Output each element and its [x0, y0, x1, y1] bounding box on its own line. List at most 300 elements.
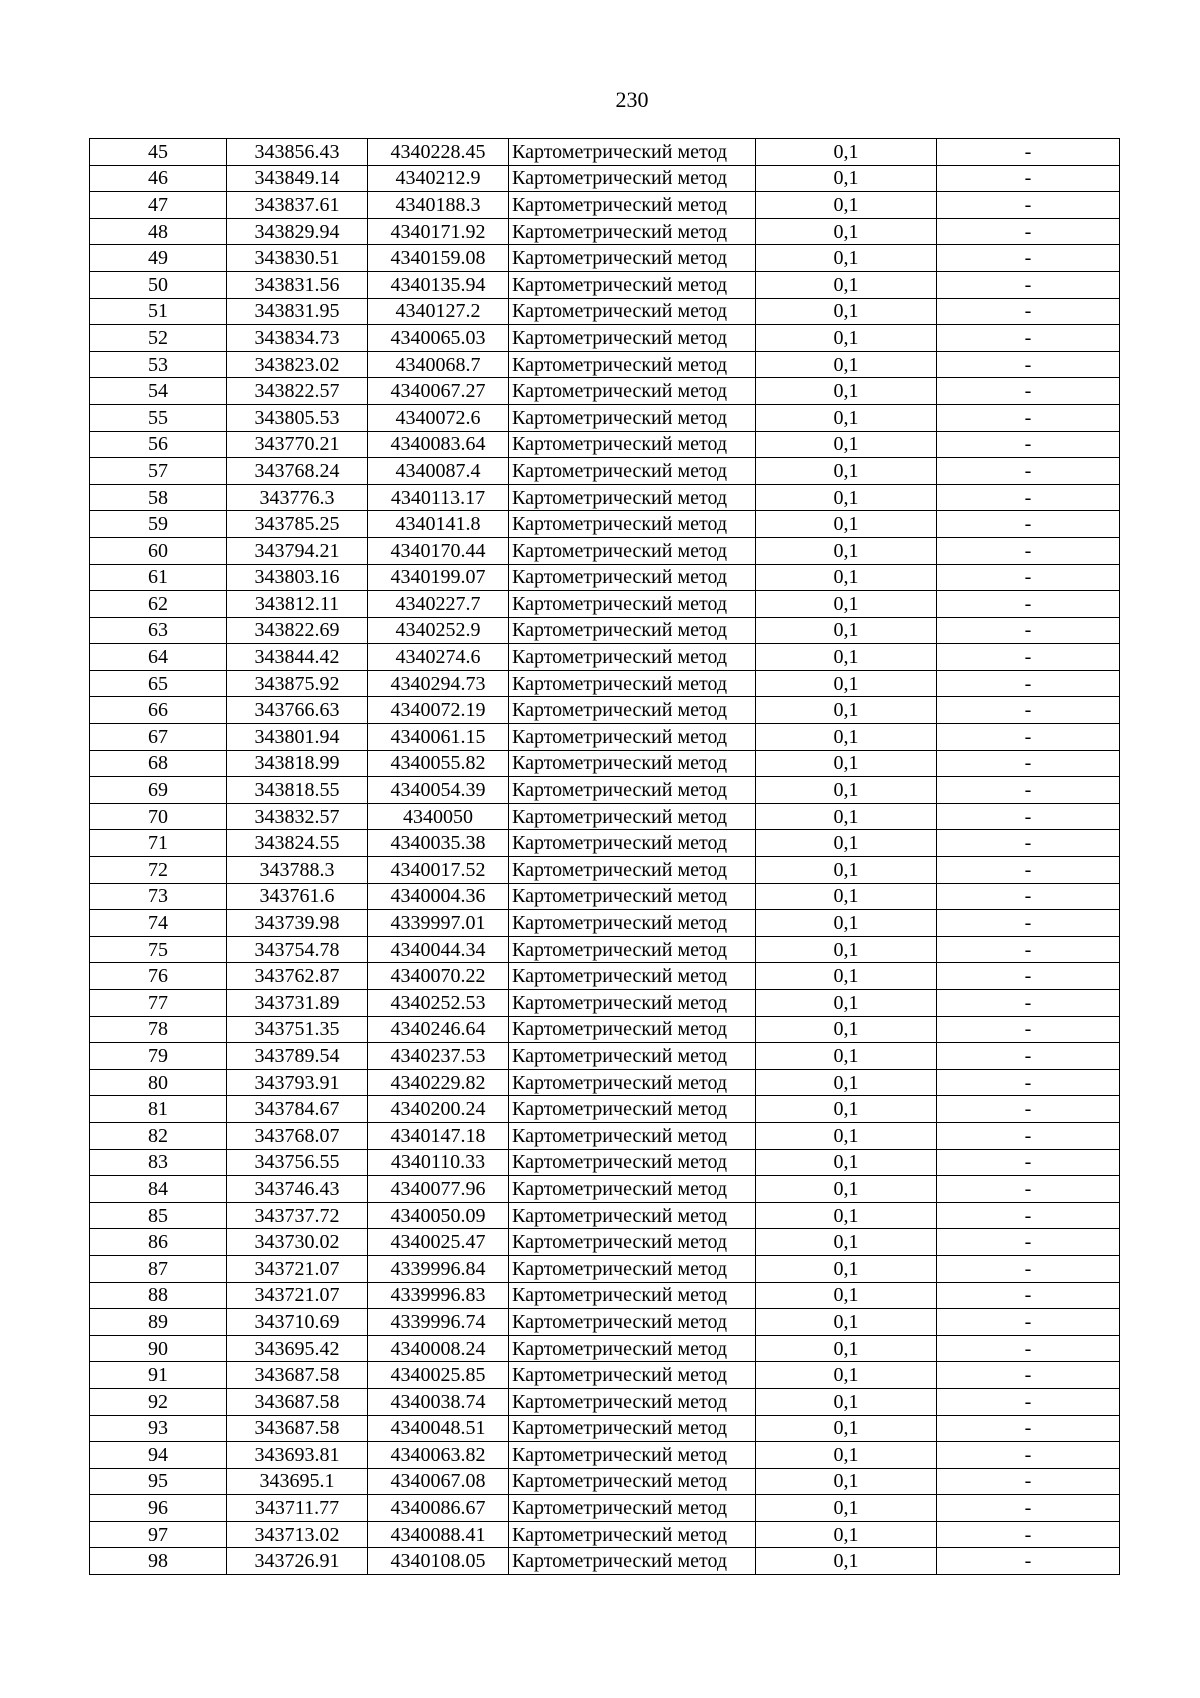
x-coordinate-cell: 343739.98	[227, 910, 368, 937]
table-row	[90, 591, 1120, 618]
x-coordinate-cell: 343711.77	[227, 1495, 368, 1522]
accuracy-cell: 0,1	[756, 1468, 937, 1495]
method-cell: Картометрический метод	[509, 591, 756, 618]
point-number-cell: 50	[90, 271, 227, 298]
point-number-cell: 70	[90, 803, 227, 830]
point-number-cell: 93	[90, 1415, 227, 1442]
method-cell: Картометрический метод	[509, 830, 756, 857]
accuracy-cell: 0,1	[756, 803, 937, 830]
method-cell: Картометрический метод	[509, 1176, 756, 1203]
table-row	[90, 1069, 1120, 1096]
table-row	[90, 165, 1120, 192]
accuracy-cell: 0,1	[756, 325, 937, 352]
x-coordinate-cell: 343737.72	[227, 1202, 368, 1229]
x-coordinate-cell: 343805.53	[227, 404, 368, 431]
point-number-cell: 89	[90, 1309, 227, 1336]
table-row	[90, 1521, 1120, 1548]
point-number-cell: 84	[90, 1176, 227, 1203]
y-coordinate-cell: 4340025.85	[368, 1362, 509, 1389]
method-cell: Картометрический метод	[509, 1388, 756, 1415]
note-cell: -	[937, 1468, 1120, 1495]
table-row	[90, 1282, 1120, 1309]
table-row	[90, 1309, 1120, 1336]
note-cell: -	[937, 617, 1120, 644]
point-number-cell: 91	[90, 1362, 227, 1389]
y-coordinate-cell: 4340083.64	[368, 431, 509, 458]
point-number-cell: 74	[90, 910, 227, 937]
point-number-cell: 63	[90, 617, 227, 644]
method-cell: Картометрический метод	[509, 724, 756, 751]
point-number-cell: 97	[90, 1521, 227, 1548]
point-number-cell: 54	[90, 378, 227, 405]
y-coordinate-cell: 4340087.4	[368, 458, 509, 485]
y-coordinate-cell: 4340199.07	[368, 564, 509, 591]
x-coordinate-cell: 343818.55	[227, 777, 368, 804]
accuracy-cell: 0,1	[756, 1043, 937, 1070]
y-coordinate-cell: 4340086.67	[368, 1495, 509, 1522]
note-cell: -	[937, 857, 1120, 884]
x-coordinate-cell: 343768.24	[227, 458, 368, 485]
x-coordinate-cell: 343832.57	[227, 803, 368, 830]
note-cell: -	[937, 484, 1120, 511]
y-coordinate-cell: 4340050.09	[368, 1202, 509, 1229]
method-cell: Картометрический метод	[509, 910, 756, 937]
y-coordinate-cell: 4340212.9	[368, 165, 509, 192]
point-number-cell: 51	[90, 298, 227, 325]
accuracy-cell: 0,1	[756, 1202, 937, 1229]
note-cell: -	[937, 218, 1120, 245]
y-coordinate-cell: 4340063.82	[368, 1442, 509, 1469]
x-coordinate-cell: 343875.92	[227, 670, 368, 697]
table-row	[90, 537, 1120, 564]
accuracy-cell: 0,1	[756, 670, 937, 697]
note-cell: -	[937, 1282, 1120, 1309]
accuracy-cell: 0,1	[756, 1096, 937, 1123]
point-number-cell: 48	[90, 218, 227, 245]
table-row	[90, 1335, 1120, 1362]
table-row	[90, 1149, 1120, 1176]
accuracy-cell: 0,1	[756, 537, 937, 564]
coordinates-table-body	[90, 139, 1120, 1575]
accuracy-cell: 0,1	[756, 271, 937, 298]
point-number-cell: 80	[90, 1069, 227, 1096]
method-cell: Картометрический метод	[509, 803, 756, 830]
x-coordinate-cell: 343824.55	[227, 830, 368, 857]
point-number-cell: 96	[90, 1495, 227, 1522]
note-cell: -	[937, 378, 1120, 405]
table-row	[90, 511, 1120, 538]
point-number-cell: 45	[90, 139, 227, 166]
method-cell: Картометрический метод	[509, 378, 756, 405]
point-number-cell: 69	[90, 777, 227, 804]
table-row	[90, 139, 1120, 166]
table-row	[90, 1415, 1120, 1442]
table-row	[90, 298, 1120, 325]
note-cell: -	[937, 245, 1120, 272]
x-coordinate-cell: 343730.02	[227, 1229, 368, 1256]
y-coordinate-cell: 4340113.17	[368, 484, 509, 511]
accuracy-cell: 0,1	[756, 910, 937, 937]
point-number-cell: 95	[90, 1468, 227, 1495]
accuracy-cell: 0,1	[756, 1362, 937, 1389]
note-cell: -	[937, 1043, 1120, 1070]
x-coordinate-cell: 343784.67	[227, 1096, 368, 1123]
note-cell: -	[937, 644, 1120, 671]
x-coordinate-cell: 343695.42	[227, 1335, 368, 1362]
point-number-cell: 46	[90, 165, 227, 192]
note-cell: -	[937, 750, 1120, 777]
point-number-cell: 52	[90, 325, 227, 352]
point-number-cell: 90	[90, 1335, 227, 1362]
method-cell: Картометрический метод	[509, 218, 756, 245]
accuracy-cell: 0,1	[756, 724, 937, 751]
x-coordinate-cell: 343713.02	[227, 1521, 368, 1548]
note-cell: -	[937, 724, 1120, 751]
note-cell: -	[937, 1442, 1120, 1469]
note-cell: -	[937, 139, 1120, 166]
table-row	[90, 617, 1120, 644]
table-row	[90, 644, 1120, 671]
note-cell: -	[937, 1096, 1120, 1123]
table-row	[90, 1176, 1120, 1203]
point-number-cell: 87	[90, 1255, 227, 1282]
x-coordinate-cell: 343721.07	[227, 1282, 368, 1309]
x-coordinate-cell: 343834.73	[227, 325, 368, 352]
x-coordinate-cell: 343768.07	[227, 1122, 368, 1149]
point-number-cell: 82	[90, 1122, 227, 1149]
y-coordinate-cell: 4340246.64	[368, 1016, 509, 1043]
accuracy-cell: 0,1	[756, 298, 937, 325]
y-coordinate-cell: 4340237.53	[368, 1043, 509, 1070]
method-cell: Картометрический метод	[509, 165, 756, 192]
method-cell: Картометрический метод	[509, 192, 756, 219]
y-coordinate-cell: 4340135.94	[368, 271, 509, 298]
method-cell: Картометрический метод	[509, 1309, 756, 1336]
y-coordinate-cell: 4340061.15	[368, 724, 509, 751]
method-cell: Картометрический метод	[509, 1069, 756, 1096]
table-row	[90, 564, 1120, 591]
point-number-cell: 94	[90, 1442, 227, 1469]
accuracy-cell: 0,1	[756, 1229, 937, 1256]
x-coordinate-cell: 343693.81	[227, 1442, 368, 1469]
point-number-cell: 72	[90, 857, 227, 884]
point-number-cell: 83	[90, 1149, 227, 1176]
x-coordinate-cell: 343756.55	[227, 1149, 368, 1176]
table-row	[90, 1043, 1120, 1070]
method-cell: Картометрический метод	[509, 1229, 756, 1256]
note-cell: -	[937, 591, 1120, 618]
y-coordinate-cell: 4340200.24	[368, 1096, 509, 1123]
x-coordinate-cell: 343822.57	[227, 378, 368, 405]
note-cell: -	[937, 351, 1120, 378]
table-row	[90, 1229, 1120, 1256]
note-cell: -	[937, 1495, 1120, 1522]
method-cell: Картометрический метод	[509, 298, 756, 325]
table-row	[90, 218, 1120, 245]
x-coordinate-cell: 343776.3	[227, 484, 368, 511]
y-coordinate-cell: 4340050	[368, 803, 509, 830]
note-cell: -	[937, 165, 1120, 192]
point-number-cell: 92	[90, 1388, 227, 1415]
table-row	[90, 1495, 1120, 1522]
y-coordinate-cell: 4340068.7	[368, 351, 509, 378]
x-coordinate-cell: 343751.35	[227, 1016, 368, 1043]
x-coordinate-cell: 343830.51	[227, 245, 368, 272]
y-coordinate-cell: 4340072.6	[368, 404, 509, 431]
y-coordinate-cell: 4339996.74	[368, 1309, 509, 1336]
x-coordinate-cell: 343726.91	[227, 1548, 368, 1575]
method-cell: Картометрический метод	[509, 1202, 756, 1229]
x-coordinate-cell: 343687.58	[227, 1415, 368, 1442]
note-cell: -	[937, 963, 1120, 990]
table-row	[90, 271, 1120, 298]
accuracy-cell: 0,1	[756, 936, 937, 963]
method-cell: Картометрический метод	[509, 139, 756, 166]
y-coordinate-cell: 4340044.34	[368, 936, 509, 963]
point-number-cell: 88	[90, 1282, 227, 1309]
method-cell: Картометрический метод	[509, 1468, 756, 1495]
point-number-cell: 66	[90, 697, 227, 724]
note-cell: -	[937, 1415, 1120, 1442]
point-number-cell: 71	[90, 830, 227, 857]
accuracy-cell: 0,1	[756, 750, 937, 777]
x-coordinate-cell: 343818.99	[227, 750, 368, 777]
note-cell: -	[937, 511, 1120, 538]
method-cell: Картометрический метод	[509, 325, 756, 352]
y-coordinate-cell: 4340067.27	[368, 378, 509, 405]
accuracy-cell: 0,1	[756, 617, 937, 644]
method-cell: Картометрический метод	[509, 458, 756, 485]
note-cell: -	[937, 1149, 1120, 1176]
accuracy-cell: 0,1	[756, 1282, 937, 1309]
note-cell: -	[937, 1548, 1120, 1575]
note-cell: -	[937, 1521, 1120, 1548]
method-cell: Картометрический метод	[509, 936, 756, 963]
table-row	[90, 404, 1120, 431]
table-row	[90, 883, 1120, 910]
point-number-cell: 62	[90, 591, 227, 618]
note-cell: -	[937, 431, 1120, 458]
accuracy-cell: 0,1	[756, 1149, 937, 1176]
y-coordinate-cell: 4340228.45	[368, 139, 509, 166]
method-cell: Картометрический метод	[509, 564, 756, 591]
table-row	[90, 192, 1120, 219]
y-coordinate-cell: 4340188.3	[368, 192, 509, 219]
accuracy-cell: 0,1	[756, 1442, 937, 1469]
accuracy-cell: 0,1	[756, 857, 937, 884]
x-coordinate-cell: 343831.56	[227, 271, 368, 298]
x-coordinate-cell: 343687.58	[227, 1362, 368, 1389]
accuracy-cell: 0,1	[756, 1016, 937, 1043]
method-cell: Картометрический метод	[509, 245, 756, 272]
accuracy-cell: 0,1	[756, 1521, 937, 1548]
note-cell: -	[937, 936, 1120, 963]
note-cell: -	[937, 192, 1120, 219]
x-coordinate-cell: 343746.43	[227, 1176, 368, 1203]
method-cell: Картометрический метод	[509, 431, 756, 458]
x-coordinate-cell: 343812.11	[227, 591, 368, 618]
accuracy-cell: 0,1	[756, 404, 937, 431]
x-coordinate-cell: 343803.16	[227, 564, 368, 591]
accuracy-cell: 0,1	[756, 1069, 937, 1096]
method-cell: Картометрический метод	[509, 1335, 756, 1362]
y-coordinate-cell: 4340048.51	[368, 1415, 509, 1442]
y-coordinate-cell: 4340252.53	[368, 990, 509, 1017]
table-row	[90, 1468, 1120, 1495]
table-row	[90, 378, 1120, 405]
accuracy-cell: 0,1	[756, 591, 937, 618]
accuracy-cell: 0,1	[756, 192, 937, 219]
y-coordinate-cell: 4340274.6	[368, 644, 509, 671]
table-row	[90, 245, 1120, 272]
accuracy-cell: 0,1	[756, 351, 937, 378]
note-cell: -	[937, 325, 1120, 352]
accuracy-cell: 0,1	[756, 1335, 937, 1362]
y-coordinate-cell: 4340038.74	[368, 1388, 509, 1415]
note-cell: -	[937, 1122, 1120, 1149]
point-number-cell: 64	[90, 644, 227, 671]
accuracy-cell: 0,1	[756, 883, 937, 910]
table-row	[90, 750, 1120, 777]
note-cell: -	[937, 1388, 1120, 1415]
note-cell: -	[937, 830, 1120, 857]
note-cell: -	[937, 404, 1120, 431]
accuracy-cell: 0,1	[756, 484, 937, 511]
table-row	[90, 1442, 1120, 1469]
y-coordinate-cell: 4340110.33	[368, 1149, 509, 1176]
method-cell: Картометрический метод	[509, 484, 756, 511]
y-coordinate-cell: 4340070.22	[368, 963, 509, 990]
x-coordinate-cell: 343762.87	[227, 963, 368, 990]
x-coordinate-cell: 343844.42	[227, 644, 368, 671]
x-coordinate-cell: 343849.14	[227, 165, 368, 192]
accuracy-cell: 0,1	[756, 1122, 937, 1149]
x-coordinate-cell: 343822.69	[227, 617, 368, 644]
method-cell: Картометрический метод	[509, 883, 756, 910]
point-number-cell: 86	[90, 1229, 227, 1256]
accuracy-cell: 0,1	[756, 218, 937, 245]
table-row	[90, 910, 1120, 937]
accuracy-cell: 0,1	[756, 458, 937, 485]
accuracy-cell: 0,1	[756, 1309, 937, 1336]
table-row	[90, 963, 1120, 990]
method-cell: Картометрический метод	[509, 351, 756, 378]
y-coordinate-cell: 4340252.9	[368, 617, 509, 644]
y-coordinate-cell: 4340170.44	[368, 537, 509, 564]
table-row	[90, 697, 1120, 724]
y-coordinate-cell: 4340035.38	[368, 830, 509, 857]
method-cell: Картометрический метод	[509, 511, 756, 538]
note-cell: -	[937, 990, 1120, 1017]
method-cell: Картометрический метод	[509, 644, 756, 671]
method-cell: Картометрический метод	[509, 1442, 756, 1469]
point-number-cell: 81	[90, 1096, 227, 1123]
note-cell: -	[937, 910, 1120, 937]
method-cell: Картометрический метод	[509, 857, 756, 884]
method-cell: Картометрический метод	[509, 617, 756, 644]
point-number-cell: 53	[90, 351, 227, 378]
method-cell: Картометрический метод	[509, 1282, 756, 1309]
y-coordinate-cell: 4339996.83	[368, 1282, 509, 1309]
x-coordinate-cell: 343721.07	[227, 1255, 368, 1282]
accuracy-cell: 0,1	[756, 165, 937, 192]
table-row	[90, 724, 1120, 751]
accuracy-cell: 0,1	[756, 245, 937, 272]
x-coordinate-cell: 343731.89	[227, 990, 368, 1017]
x-coordinate-cell: 343823.02	[227, 351, 368, 378]
method-cell: Картометрический метод	[509, 670, 756, 697]
y-coordinate-cell: 4340054.39	[368, 777, 509, 804]
table-row	[90, 990, 1120, 1017]
point-number-cell: 47	[90, 192, 227, 219]
y-coordinate-cell: 4340141.8	[368, 511, 509, 538]
x-coordinate-cell: 343710.69	[227, 1309, 368, 1336]
method-cell: Картометрический метод	[509, 1495, 756, 1522]
x-coordinate-cell: 343794.21	[227, 537, 368, 564]
y-coordinate-cell: 4340147.18	[368, 1122, 509, 1149]
method-cell: Картометрический метод	[509, 1415, 756, 1442]
table-row	[90, 458, 1120, 485]
point-number-cell: 60	[90, 537, 227, 564]
method-cell: Картометрический метод	[509, 990, 756, 1017]
page-number: 230	[615, 87, 649, 112]
x-coordinate-cell: 343687.58	[227, 1388, 368, 1415]
note-cell: -	[937, 697, 1120, 724]
note-cell: -	[937, 1362, 1120, 1389]
note-cell: -	[937, 458, 1120, 485]
accuracy-cell: 0,1	[756, 830, 937, 857]
point-number-cell: 61	[90, 564, 227, 591]
table-row	[90, 351, 1120, 378]
accuracy-cell: 0,1	[756, 139, 937, 166]
x-coordinate-cell: 343785.25	[227, 511, 368, 538]
accuracy-cell: 0,1	[756, 564, 937, 591]
accuracy-cell: 0,1	[756, 1176, 937, 1203]
y-coordinate-cell: 4340108.05	[368, 1548, 509, 1575]
point-number-cell: 67	[90, 724, 227, 751]
point-number-cell: 65	[90, 670, 227, 697]
x-coordinate-cell: 343761.6	[227, 883, 368, 910]
table-row	[90, 484, 1120, 511]
point-number-cell: 77	[90, 990, 227, 1017]
method-cell: Картометрический метод	[509, 537, 756, 564]
method-cell: Картометрический метод	[509, 1096, 756, 1123]
accuracy-cell: 0,1	[756, 1255, 937, 1282]
table-row	[90, 777, 1120, 804]
method-cell: Картометрический метод	[509, 271, 756, 298]
y-coordinate-cell: 4340065.03	[368, 325, 509, 352]
y-coordinate-cell: 4340055.82	[368, 750, 509, 777]
method-cell: Картометрический метод	[509, 777, 756, 804]
table-row	[90, 803, 1120, 830]
accuracy-cell: 0,1	[756, 1388, 937, 1415]
point-number-cell: 98	[90, 1548, 227, 1575]
y-coordinate-cell: 4340025.47	[368, 1229, 509, 1256]
y-coordinate-cell: 4340067.08	[368, 1468, 509, 1495]
method-cell: Картометрический метод	[509, 404, 756, 431]
y-coordinate-cell: 4339997.01	[368, 910, 509, 937]
note-cell: -	[937, 298, 1120, 325]
point-number-cell: 68	[90, 750, 227, 777]
note-cell: -	[937, 670, 1120, 697]
table-row	[90, 1202, 1120, 1229]
x-coordinate-cell: 343837.61	[227, 192, 368, 219]
table-row	[90, 431, 1120, 458]
x-coordinate-cell: 343789.54	[227, 1043, 368, 1070]
y-coordinate-cell: 4339996.84	[368, 1255, 509, 1282]
y-coordinate-cell: 4340004.36	[368, 883, 509, 910]
y-coordinate-cell: 4340127.2	[368, 298, 509, 325]
